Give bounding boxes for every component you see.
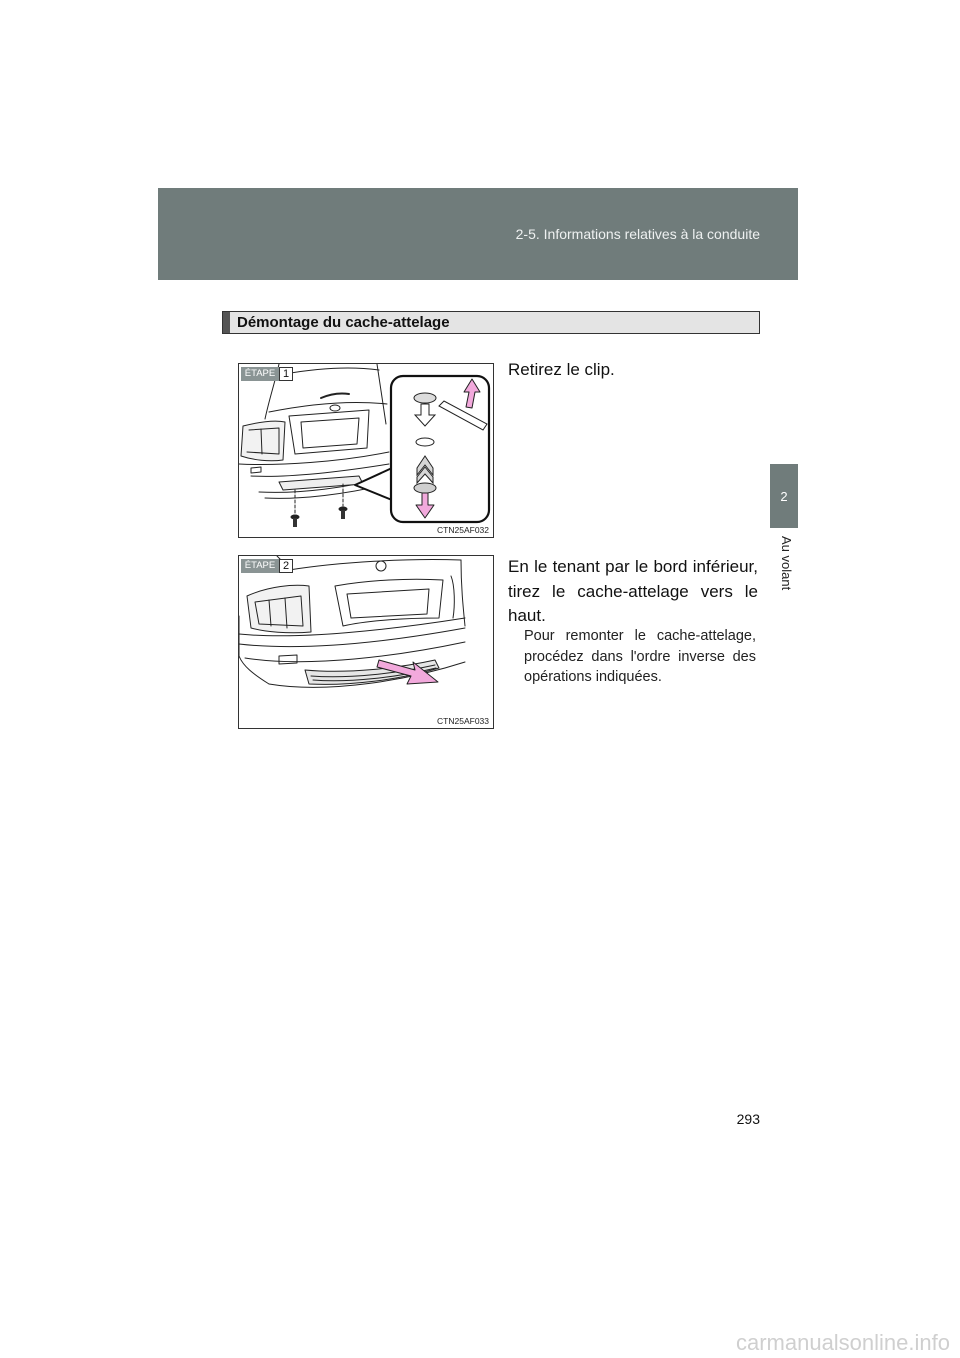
- chapter-tab: [770, 464, 798, 528]
- chapter-title: Au volant: [779, 536, 794, 591]
- step-1-text: Retirez le clip.: [508, 360, 615, 379]
- section-title: Démontage du cache-attelage: [237, 314, 450, 331]
- watermark: carmanualsonline.info: [735, 1330, 950, 1355]
- car-rear-drawing: [239, 364, 389, 498]
- clip-removal-illustration: [239, 364, 494, 538]
- step-1-figure: [238, 363, 494, 538]
- step-1-figure-code: CTN25AF032: [437, 525, 489, 535]
- callout-pointer: [355, 468, 392, 500]
- step-2-number: 2: [279, 559, 293, 573]
- page-header: [158, 188, 798, 280]
- section-heading-bar: [223, 312, 230, 333]
- step-2-label: ÉTAPE: [241, 559, 279, 573]
- step-2-figure: [238, 555, 494, 729]
- clip-positions: [291, 484, 348, 527]
- step-1-label: ÉTAPE: [241, 367, 279, 381]
- header-section-title: 2-5. Informations relatives à la conduite: [515, 226, 760, 242]
- step-2-figure-code: CTN25AF033: [437, 716, 489, 726]
- step-2-note: Pour remonter le cache-attelage, procédez dans l'ordre inverse des opérations indiquées.: [524, 628, 756, 685]
- cover-removal-illustration: [239, 556, 494, 729]
- step-2-text: En le tenant par le bord inférieur, tirez le cache-attelage vers le haut.: [508, 557, 758, 625]
- chapter-number: 2: [780, 488, 788, 504]
- clip-detail-inset: [391, 376, 489, 522]
- page-number: 293: [736, 1111, 760, 1127]
- section-heading: [222, 311, 760, 334]
- step-1-number: 1: [279, 367, 293, 381]
